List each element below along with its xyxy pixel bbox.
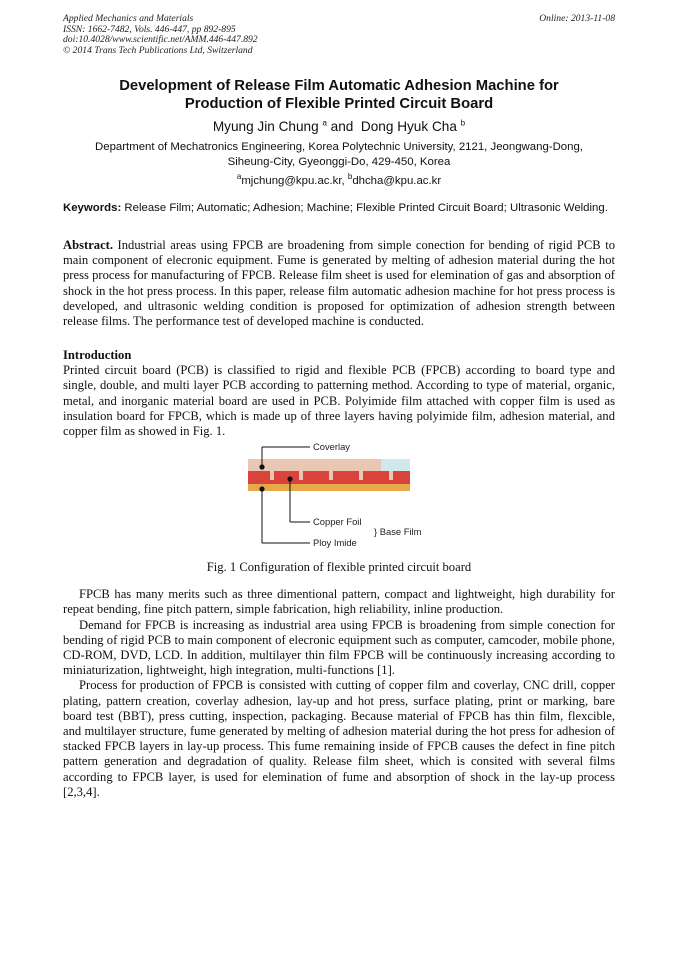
title-line-2: Production of Flexible Printed Circuit Board xyxy=(184,96,494,113)
label-base-film: } Base Film xyxy=(374,526,422,538)
author-2-affil-mark: b xyxy=(460,118,466,128)
online-date: Online: 2013-11-08 xyxy=(539,13,615,24)
email-a[interactable]: mjchung@kpu.ac.kr, xyxy=(241,175,345,188)
title-line-1: Development of Release Film Automatic Adhesion Machine for xyxy=(119,78,559,95)
affiliation-line-1: Department of Mechatronics Engineering, Korea Polytechnic University, 2121, Jeongwang-Dong, xyxy=(95,141,583,154)
paper-title xyxy=(63,77,615,113)
email-b-mark: b xyxy=(347,172,353,182)
abstract-label: Abstract. xyxy=(63,237,114,252)
copyright-line: © 2014 Trans Tech Publications Ltd, Switzerland xyxy=(63,44,253,56)
section-heading-introduction: Introduction xyxy=(63,348,132,363)
figure-1-caption: Fig. 1 Configuration of flexible printed circuit board xyxy=(206,560,472,575)
paragraph-merits: FPCB has many merits such as three dimentional pattern, compact and lightweight, high durability for repeat bending, fine pitch pattern, simple fabrication, high reliability, inline production. xyxy=(63,587,615,617)
author-1-affil-mark: a xyxy=(322,118,327,128)
author-emails xyxy=(63,172,615,188)
label-copper-foil: Copper Foil xyxy=(313,516,362,528)
author-2: Dong Hyuk Cha xyxy=(360,119,457,135)
doi-line: doi:10.4028/www.scientific.net/AMM.446-447.892 xyxy=(63,34,258,46)
email-b[interactable]: dhcha@kpu.ac.kr xyxy=(352,175,442,188)
keywords-text: Release Film; Automatic; Adhesion; Machine; Flexible Printed Circuit Board; Ultrasonic Welding. xyxy=(124,202,608,215)
abstract-text: Industrial areas using FPCB are broadening from simple conection for bending of rigid PCB to main component of elecronic equipment. Fume is generated by melting of adhesion material during the hot press process for manufacturing of FPCB. Release film sheet is used for elemination of gas and absorption of shock in the hot press process. In this paper, release film automatic adhesion machine for hot press process is developed, and ultrasonic welding condition is proposed for optimization of adhesion strength between release films. The performance test of developed machine is conducted. xyxy=(63,237,616,328)
keywords-label: Keywords: xyxy=(63,202,122,215)
author-1: Myung Jin Chung xyxy=(212,119,319,135)
copper-gap xyxy=(359,471,363,480)
paragraph-demand: Demand for FPCB is increasing as industrial area using FPCB is broadening from simple conection for bending of rigid PCB to main component of elecronic equipment such as computer, camcoder, mobile phone, CD-ROM, DVD, LCD. In addition, multilayer thin film FPCB will be continuously increasing according to miniaturization, lightweight, high integration, multi-functions [1]. xyxy=(63,617,615,678)
issn-line: ISSN: 1662-7482, Vols. 446-447, pp 892-895 xyxy=(63,23,236,35)
copper-gap xyxy=(299,471,303,480)
author-and: and xyxy=(330,119,354,135)
author-list xyxy=(63,118,615,135)
journal-name: Applied Mechanics and Materials xyxy=(63,13,194,24)
paper-page xyxy=(63,14,615,800)
abstract xyxy=(63,238,615,329)
polyimide-base-layer xyxy=(248,484,410,491)
copper-gap xyxy=(389,471,393,480)
label-ploy-imide: Ploy Imide xyxy=(313,537,357,549)
affiliation-line-2: Siheung-City, Gyeonggi-Do, 429-450, Korea xyxy=(227,155,451,168)
affiliation xyxy=(63,140,615,169)
email-a-mark: a xyxy=(236,172,242,182)
paragraph-process: Process for production of FPCB is consisted with cutting of copper film and coverlay, CNC drill, copper plating, pattern creation, coverlay adhesion, lay-up and hot press, surface plating, print or marking, bare board test (BBT), press cutting, inspection, packaging. Because material of FPCB has thin film, flexcible, and multilayer structure, fume generated by melting of adhesion material during the hot press for adhesion of stacked FPCB layers in lay-up process. This fume remaining inside of FPCB causes the defect in fine pitch pattern generation and degradation of quality. Release film sheet, which is consited with several films according to FPCB layer, is used for elemination of fume and absorption of shock in the lay-up process [2,3,4]. xyxy=(63,678,615,799)
coverlay-edge xyxy=(381,459,410,471)
journal-header xyxy=(63,14,615,56)
label-coverlay: Coverlay xyxy=(313,441,350,453)
copper-gap xyxy=(270,471,274,480)
figure-1 xyxy=(63,443,615,557)
keywords xyxy=(63,201,615,216)
intro-paragraph-1: Printed circuit board (PCB) is classified to rigid and flexible PCB (FPCB) according to board type and single, double, and multi layer PCB according to patterning method. According to type of material, organic, metal, and inorganic material board are used in PCB. Polyimide film attached with copper film is used as insulation board for FPCB, which is made up of three layers having polyimide film, adhesion material, and copper film as showed in Fig. 1. xyxy=(63,363,615,438)
copper-gap xyxy=(329,471,333,480)
